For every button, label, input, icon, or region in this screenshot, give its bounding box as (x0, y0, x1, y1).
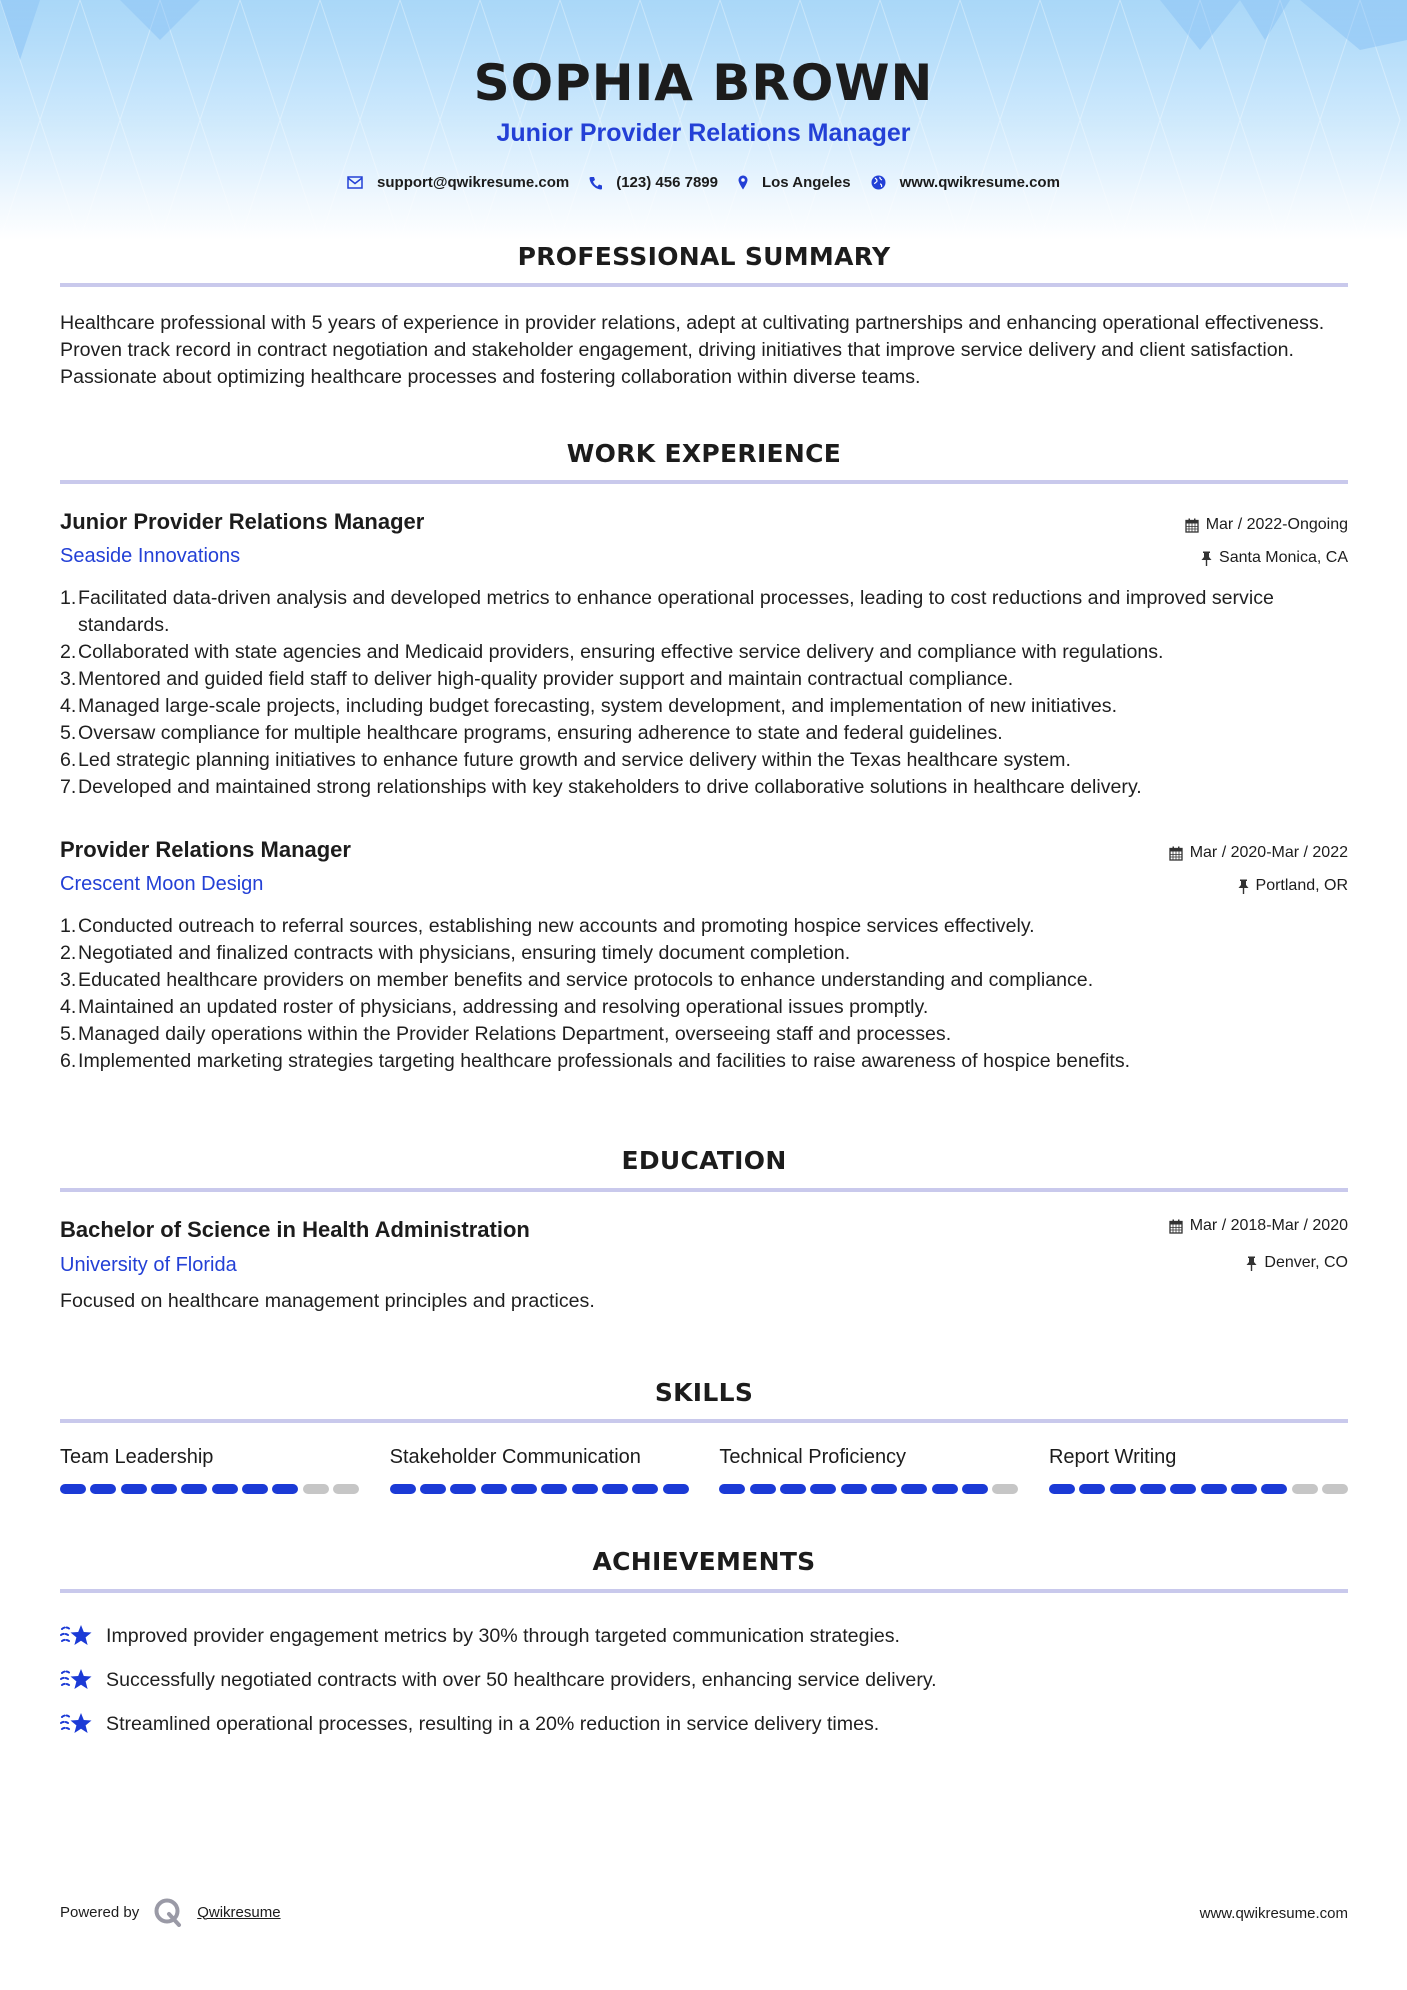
skill-segment-empty (303, 1484, 329, 1494)
job-location: Santa Monica, CA (1201, 549, 1348, 567)
section-title-achievements: ACHIEVEMENTS (592, 1547, 816, 1576)
job-responsibilities (60, 585, 1350, 801)
list-item: 7. Developed and maintained strong relationships with key stakeholders to drive collaborative solutions in healthcare delivery. (60, 776, 1142, 798)
skill-rating-bar (60, 1484, 359, 1494)
calendar-icon (1169, 1219, 1183, 1234)
education-dates: Mar / 2018-Mar / 2020 (1169, 1217, 1348, 1235)
powered-by-label: Powered by (60, 1903, 140, 1921)
list-item: 4. Managed large-scale projects, including budget forecasting, system development, and implementation of new initiatives. (60, 695, 1118, 717)
skill-segment-filled (481, 1484, 507, 1494)
skill-item (1049, 1446, 1348, 1494)
skill-segment-filled (1261, 1484, 1287, 1494)
school-name: University of Florida (60, 1254, 237, 1276)
pushpin-icon (1246, 1256, 1257, 1271)
list-item: 6. Implemented marketing strategies targeting healthcare professionals and facilities to raise awareness of hospice benefits. (60, 1050, 1131, 1072)
summary-text: Healthcare professional with 5 years of experience in provider relations, adept at cultivating partnerships and enhancing operational effectiveness. Proven track record in contract negotiation and stakeholder engagement, driving initiatives that improve service delivery and client satisfaction. Passionate about optimizing healthcare processes and fostering collaboration within diverse teams. (60, 312, 1325, 388)
achievement-item: Streamlined operational processes, resulting in a 20% reduction in service delivery times. (60, 1702, 1350, 1746)
job-dates: Mar / 2022-Ongoing (1185, 516, 1348, 534)
skill-segment-filled (1170, 1484, 1196, 1494)
skill-segment-empty (1292, 1484, 1318, 1494)
skill-segment-filled (1231, 1484, 1257, 1494)
skill-segment-filled (212, 1484, 238, 1494)
skill-segment-filled (181, 1484, 207, 1494)
calendar-icon (1185, 518, 1199, 533)
job-location: Portland, OR (1238, 877, 1348, 895)
section-title-skills: SKILLS (654, 1378, 754, 1407)
skill-name: Team Leadership (60, 1446, 214, 1468)
footer-powered-by (60, 1897, 281, 1927)
list-item: 5. Oversaw compliance for multiple healthcare programs, ensuring adherence to state and federal guidelines. (60, 722, 1003, 744)
phone-icon (589, 176, 602, 190)
qwikresume-logo-icon (153, 1897, 183, 1927)
skill-rating-bar (390, 1484, 689, 1494)
skill-segment-filled (602, 1484, 628, 1494)
degree-title: Bachelor of Science in Health Administration (60, 1217, 530, 1242)
achievement-item: Successfully negotiated contracts with over 50 healthcare providers, enhancing service delivery. (60, 1658, 1350, 1702)
skill-segment-filled (450, 1484, 476, 1494)
skill-segment-filled (1049, 1484, 1075, 1494)
contact-website[interactable] (871, 174, 1060, 191)
section-title-summary: PROFESSIONAL SUMMARY (517, 242, 891, 271)
list-item: 2. Negotiated and finalized contracts with physicians, ensuring timely document completion. (60, 942, 851, 964)
skill-segment-filled (242, 1484, 268, 1494)
job-responsibilities (60, 913, 1350, 1075)
section-divider (60, 1188, 1348, 1192)
skills-grid (60, 1446, 1348, 1494)
shooting-star-icon (60, 1622, 94, 1650)
section-divider (60, 1419, 1348, 1423)
skill-segment-empty (1322, 1484, 1348, 1494)
section-title-education: EDUCATION (621, 1146, 787, 1175)
skill-segment-filled (60, 1484, 86, 1494)
skill-rating-bar (719, 1484, 1018, 1494)
list-item: 5. Managed daily operations within the Provider Relations Department, overseeing staff and processes. (60, 1023, 952, 1045)
skill-item (60, 1446, 359, 1494)
skill-name: Technical Proficiency (719, 1446, 907, 1468)
job-title: Provider Relations Manager (60, 837, 351, 862)
achievements-list (60, 1614, 1350, 1746)
shooting-star-icon (60, 1710, 94, 1738)
achievement-item: Improved provider engagement metrics by 30% through targeted communication strategies. (60, 1614, 1350, 1658)
skill-rating-bar (1049, 1484, 1348, 1494)
skill-segment-filled (420, 1484, 446, 1494)
skill-segment-empty (992, 1484, 1018, 1494)
job-dates: Mar / 2020-Mar / 2022 (1169, 844, 1348, 862)
email-text: support@qwikresume.com (377, 174, 570, 191)
skill-segment-filled (1079, 1484, 1105, 1494)
skill-item (390, 1446, 689, 1494)
list-item: 1. Facilitated data-driven analysis and developed metrics to enhance operational processes, leading to cost reductions and improved service standards. (60, 587, 1274, 636)
list-item: 6. Led strategic planning initiatives to enhance future growth and service delivery within the Texas healthcare system. (60, 749, 1071, 771)
list-item: 3. Mentored and guided field staff to deliver high-quality provider support and maintain contractual compliance. (60, 668, 1014, 690)
skill-segment-filled (390, 1484, 416, 1494)
section-divider (60, 283, 1348, 287)
map-pin-icon (738, 175, 748, 190)
skill-segment-filled (541, 1484, 567, 1494)
skill-segment-filled (901, 1484, 927, 1494)
skill-name: Report Writing (1048, 1446, 1177, 1468)
website-text: www.qwikresume.com (899, 174, 1060, 191)
pushpin-icon (1238, 879, 1249, 894)
skill-segment-filled (1201, 1484, 1227, 1494)
skill-segment-filled (780, 1484, 806, 1494)
footer-website[interactable]: www.qwikresume.com (1199, 1905, 1348, 1922)
candidate-name: SOPHIA BROWN (473, 54, 934, 112)
section-divider (60, 1589, 1348, 1593)
skill-segment-filled (151, 1484, 177, 1494)
list-item: 2. Collaborated with state agencies and Medicaid providers, ensuring effective service delivery and compliance with regulations. (60, 641, 1164, 663)
skill-segment-filled (121, 1484, 147, 1494)
list-item: 4. Maintained an updated roster of physicians, addressing and resolving operational issues promptly. (60, 996, 929, 1018)
skill-segment-filled (272, 1484, 298, 1494)
skill-segment-empty (333, 1484, 359, 1494)
job-title: Junior Provider Relations Manager (60, 509, 425, 534)
skill-segment-filled (932, 1484, 958, 1494)
skill-segment-filled (90, 1484, 116, 1494)
skill-segment-filled (511, 1484, 537, 1494)
education-description: Focused on healthcare management principles and practices. (60, 1290, 595, 1312)
candidate-role: Junior Provider Relations Manager (496, 119, 911, 147)
contact-email[interactable] (347, 174, 569, 191)
skill-segment-filled (750, 1484, 776, 1494)
list-item: 1. Conducted outreach to referral sources, establishing new accounts and promoting hospice services effectively. (60, 915, 1035, 937)
skill-segment-filled (572, 1484, 598, 1494)
contact-line (0, 174, 1407, 191)
calendar-icon (1169, 846, 1183, 861)
list-item: 3. Educated healthcare providers on member benefits and service protocols to enhance understanding and compliance. (60, 969, 1094, 991)
skill-segment-filled (962, 1484, 988, 1494)
contact-location (738, 174, 851, 191)
contact-phone[interactable] (589, 174, 718, 191)
skill-segment-filled (719, 1484, 745, 1494)
shooting-star-icon (60, 1666, 94, 1694)
skill-segment-filled (1110, 1484, 1136, 1494)
skill-segment-filled (841, 1484, 867, 1494)
phone-text: (123) 456 7899 (616, 174, 718, 191)
section-title-experience: WORK EXPERIENCE (566, 439, 842, 468)
education-location: Denver, CO (1246, 1254, 1348, 1272)
skill-name: Stakeholder Communication (389, 1446, 641, 1468)
skill-item (719, 1446, 1018, 1494)
brand-link[interactable]: Qwikresume (197, 1903, 281, 1921)
company-name: Crescent Moon Design (60, 873, 264, 895)
location-text: Los Angeles (761, 174, 851, 191)
skill-segment-filled (632, 1484, 658, 1494)
skill-segment-filled (810, 1484, 836, 1494)
skill-segment-filled (871, 1484, 897, 1494)
company-name: Seaside Innovations (60, 545, 241, 567)
section-divider (60, 480, 1348, 484)
envelope-icon (347, 176, 363, 189)
skill-segment-filled (663, 1484, 689, 1494)
globe-icon (871, 175, 886, 190)
pushpin-icon (1201, 551, 1212, 566)
skill-segment-filled (1140, 1484, 1166, 1494)
